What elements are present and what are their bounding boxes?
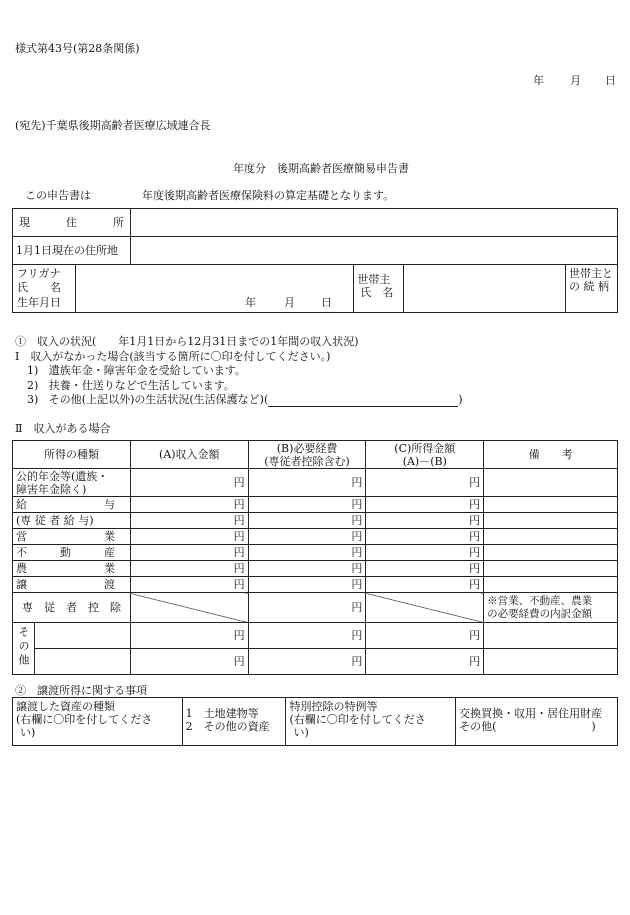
- revenue-cell[interactable]: 円: [130, 529, 248, 545]
- revenue-cell[interactable]: 円: [130, 513, 248, 529]
- section1-heading: ① 収入の状況( 年1月1日から12月31日までの1年間の収入状況): [15, 335, 359, 348]
- date-day-label: 日: [605, 74, 616, 87]
- intro-prefix: この申告書は: [25, 189, 91, 202]
- name-label: 氏 名: [17, 281, 61, 294]
- relation-label: 世帯主と の 続 柄: [566, 265, 618, 313]
- expense-cell[interactable]: 円: [248, 513, 366, 529]
- other-row-2: [13, 649, 618, 675]
- address-label: 現 住 所: [13, 209, 131, 237]
- deduction-row: [13, 593, 618, 623]
- asset-type-options[interactable]: 1 土地建物等 2 その他の資産: [182, 698, 286, 746]
- deduction-income-disabled: [366, 593, 484, 623]
- table-row: [13, 497, 618, 513]
- remarks-cell[interactable]: [484, 497, 618, 513]
- revenue-cell[interactable]: 円: [130, 649, 248, 675]
- col-income-header: (C)所得金額 (A)－(B): [366, 441, 484, 469]
- section2-heading: ② 譲渡所得に関する事項: [15, 684, 147, 697]
- income-cell[interactable]: 円: [366, 469, 484, 497]
- income-cell[interactable]: 円: [366, 561, 484, 577]
- table-row: [13, 561, 618, 577]
- jan1-address-label: 1月1日現在の住所地: [13, 237, 131, 265]
- date-year-label: 年: [533, 74, 544, 87]
- remarks-cell[interactable]: [484, 529, 618, 545]
- name-birth-cell[interactable]: [13, 265, 354, 313]
- row-label: (専 従 者 給 与): [13, 513, 131, 529]
- other-type-field[interactable]: [34, 623, 130, 649]
- remarks-cell[interactable]: [484, 545, 618, 561]
- option-1[interactable]: 1) 遺族年金・障害年金を受給しています。: [27, 364, 246, 377]
- option-2[interactable]: 2) 扶養・仕送りなどで生活しています。: [27, 379, 235, 392]
- remarks-cell[interactable]: [484, 623, 618, 649]
- deduction-revenue-disabled: [130, 593, 248, 623]
- expense-cell[interactable]: 円: [248, 529, 366, 545]
- household-head-name-field[interactable]: [404, 265, 566, 313]
- row-label: 営 業: [13, 529, 131, 545]
- deduction-expense-cell[interactable]: 円: [248, 593, 366, 623]
- option-3[interactable]: 3) その他(上記以外)の生活状況(生活保護など)( ): [27, 393, 463, 406]
- deduction-label: 専 従 者 控 除: [13, 593, 131, 623]
- revenue-cell[interactable]: 円: [130, 545, 248, 561]
- revenue-cell[interactable]: 円: [130, 497, 248, 513]
- jan1-address-field[interactable]: [130, 237, 617, 265]
- income-cell[interactable]: 円: [366, 529, 484, 545]
- asset-type-label: 譲渡した資産の種類 (右欄に〇印を付してくださ い): [13, 698, 183, 746]
- row-label: 公的年金等(遺族・ 障害年金除く): [13, 469, 131, 497]
- table-row: [13, 513, 618, 529]
- other-type-field[interactable]: [34, 649, 130, 675]
- page-title: 年度分 後期高齢者医療簡易申告書: [233, 162, 409, 175]
- personal-info-table: [12, 208, 618, 313]
- revenue-cell[interactable]: 円: [130, 623, 248, 649]
- revenue-cell[interactable]: 円: [130, 577, 248, 593]
- expense-cell[interactable]: 円: [248, 561, 366, 577]
- expense-cell[interactable]: 円: [248, 469, 366, 497]
- date-month-label: 月: [570, 74, 581, 87]
- remarks-cell[interactable]: [484, 469, 618, 497]
- expense-cell[interactable]: 円: [248, 649, 366, 675]
- transfer-table: [12, 697, 618, 746]
- revenue-cell[interactable]: 円: [130, 469, 248, 497]
- other-status-blank[interactable]: [268, 395, 458, 407]
- household-head-label: 世帯主 氏 名: [354, 265, 404, 313]
- expense-cell[interactable]: 円: [248, 497, 366, 513]
- expense-cell[interactable]: 円: [248, 577, 366, 593]
- col-expense-header: (B)必要経費 (専従者控除含む): [248, 441, 366, 469]
- has-income-heading: Ⅱ 収入がある場合: [15, 422, 111, 435]
- other-label: その他: [13, 623, 35, 675]
- remarks-cell[interactable]: [484, 561, 618, 577]
- other-row-1: [13, 623, 618, 649]
- remarks-cell[interactable]: [484, 649, 618, 675]
- table-row: [13, 545, 618, 561]
- expense-cell[interactable]: 円: [248, 623, 366, 649]
- form-number: 様式第43号(第28条関係): [15, 42, 140, 55]
- row-label: 譲 渡: [13, 577, 131, 593]
- income-table: [12, 440, 618, 675]
- deduction-note: ※営業、不動産、農業 の必要経費の内訳金額: [484, 593, 618, 623]
- intro-suffix: 年度後期高齢者医療保険料の算定基礎となります。: [142, 189, 395, 202]
- furigana-label: フリガナ: [17, 267, 61, 280]
- income-cell[interactable]: 円: [366, 497, 484, 513]
- remarks-cell[interactable]: [484, 513, 618, 529]
- birth-day-label: 日: [321, 296, 332, 309]
- row-label: 農 業: [13, 561, 131, 577]
- income-cell[interactable]: 円: [366, 577, 484, 593]
- income-cell[interactable]: 円: [366, 623, 484, 649]
- income-cell[interactable]: 円: [366, 513, 484, 529]
- birth-year-label: 年: [245, 296, 256, 309]
- special-options[interactable]: 交換買換・収用・居住用財産 その他( ): [456, 698, 618, 746]
- birth-month-label: 月: [284, 296, 295, 309]
- col-remarks-header: 備 考: [484, 441, 618, 469]
- revenue-cell[interactable]: 円: [130, 561, 248, 577]
- row-label: 給 与: [13, 497, 131, 513]
- table-row: [13, 469, 618, 497]
- table-row: [13, 529, 618, 545]
- no-income-heading: Ⅰ 収入がなかった場合(該当する箇所に〇印を付してください。): [15, 350, 331, 363]
- remarks-cell[interactable]: [484, 577, 618, 593]
- expense-cell[interactable]: 円: [248, 545, 366, 561]
- address-field[interactable]: [130, 209, 617, 237]
- label-divider: [75, 265, 76, 312]
- birthdate-label: 生年月日: [17, 296, 61, 309]
- col-revenue-header: (A)収入金額: [130, 441, 248, 469]
- income-cell[interactable]: 円: [366, 545, 484, 561]
- income-cell[interactable]: 円: [366, 649, 484, 675]
- addressee: (宛先)千葉県後期高齢者医療広域連合長: [15, 119, 211, 132]
- col-type-header: 所得の種類: [13, 441, 131, 469]
- table-row: [13, 577, 618, 593]
- row-label: 不 動 産: [13, 545, 131, 561]
- special-label: 特別控除の特例等 (右欄に〇印を付してくださ い): [286, 698, 456, 746]
